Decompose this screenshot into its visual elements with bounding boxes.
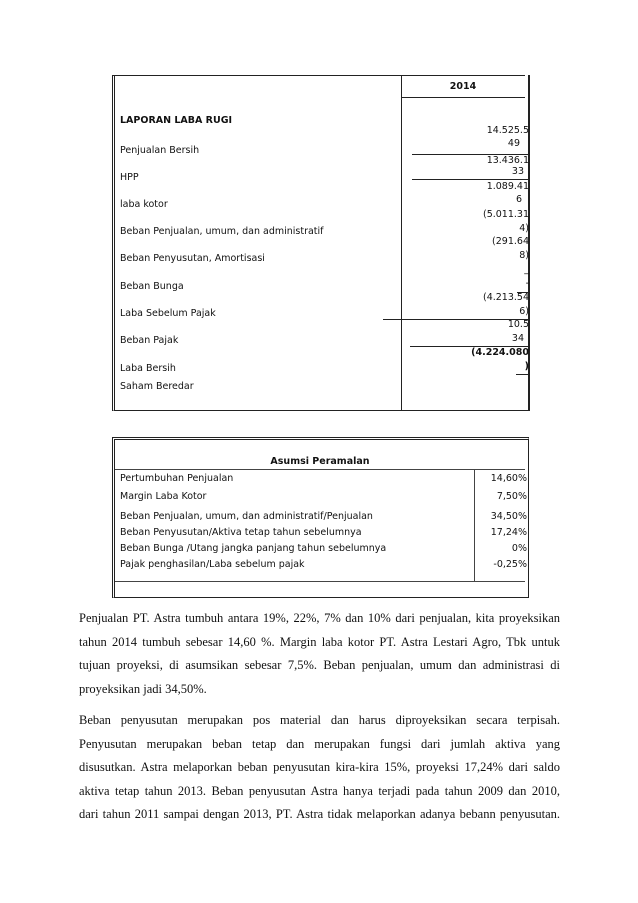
row-label-depreciation: Beban Penyusutan, Amortisasi bbox=[120, 253, 265, 264]
paragraph-line: tujuan proyeksi, di asumsikan sebesar 7,5%. Beban penjualan, umum dan administrasi di bbox=[79, 658, 560, 673]
value-tax-1: 10.5 bbox=[507, 319, 529, 330]
row-label-interest: Beban Bunga bbox=[120, 281, 184, 292]
underline bbox=[412, 179, 530, 180]
year-header: 2014 bbox=[449, 81, 477, 92]
assumption-value: 34,50% bbox=[490, 511, 527, 522]
value-ebt-1: (4.213.54 bbox=[482, 292, 529, 303]
row-label-cogs: HPP bbox=[120, 172, 139, 183]
row-label-shares: Saham Beredar bbox=[120, 381, 194, 392]
value-net-sales-2: 49 bbox=[507, 138, 520, 149]
column-divider bbox=[401, 75, 402, 410]
assumption-value: 17,24% bbox=[490, 527, 527, 538]
value-cogs-1: 13.436.1 bbox=[486, 155, 529, 166]
header-divider bbox=[401, 97, 525, 98]
paragraph-line: tahun 2014 tumbuh sebesar 14,60 %. Margin laba kotor PT. Astra Lestari Agro, Tbk untuk bbox=[79, 634, 560, 649]
row-label-net-income: Laba Bersih bbox=[120, 363, 176, 374]
value-net-income-1: (4.224.080 bbox=[471, 347, 529, 358]
paragraph-sales-projection bbox=[79, 607, 560, 701]
value-tax-2: 34 bbox=[511, 333, 524, 344]
paragraph-line: Penjualan PT. Astra tumbuh antara 19%, 22%, 7% dan 10% dari penjualan, kita proyeksikan bbox=[79, 611, 560, 625]
assumption-label: Pajak penghasilan/Laba sebelum pajak bbox=[120, 559, 305, 570]
value-interest-2: - bbox=[525, 278, 529, 289]
row-label-sga: Beban Penjualan, umum, dan administratif bbox=[120, 226, 324, 237]
assumption-value: -0,25% bbox=[493, 559, 527, 570]
income-statement-title: LAPORAN LABA RUGI bbox=[120, 115, 233, 126]
paragraph-line: dari tahun 2011 sampai dengan 2013, PT. Astra tidak melaporkan adanya bebann penyusutan. bbox=[79, 807, 560, 822]
underline bbox=[516, 374, 528, 375]
value-sga-1: (5.011.31 bbox=[482, 209, 529, 220]
assumption-label: Beban Penjualan, umum, dan administratif/Penjualan bbox=[120, 511, 373, 522]
table-bottom-rule bbox=[115, 581, 525, 582]
paragraph-line: proyeksikan jadi 34,50%. bbox=[79, 681, 207, 696]
paragraph-line: disusutkan. Astra melaporkan beban penyusutan kira-kira 15%, proyeksi 17,24% dari saldo bbox=[79, 760, 560, 775]
table-border bbox=[112, 75, 525, 76]
assumptions-title: Asumsi Peramalan bbox=[270, 456, 370, 467]
column-divider bbox=[474, 469, 475, 581]
paragraph-line: Beban penyusutan merupakan pos material dan harus diproyeksikan secara terpisah. bbox=[79, 713, 560, 727]
row-label-gross-profit: laba kotor bbox=[120, 199, 168, 210]
assumption-label: Beban Penyusutan/Aktiva tetap tahun sebelumnya bbox=[120, 527, 362, 538]
row-label-ebt: Laba Sebelum Pajak bbox=[120, 308, 216, 319]
paragraph-line: aktiva tetap tahun 2013. Beban penyusutan Astra hanya terjadi pada tahun 2009 dan 2010, bbox=[79, 783, 560, 798]
value-net-income-2: ) bbox=[524, 361, 529, 372]
paragraph-line: Penyusutan merupakan beban tetap dan merupakan fungsi dari jumlah aktiva yang bbox=[79, 736, 560, 751]
value-cogs-2: 33 bbox=[511, 166, 524, 177]
value-depreciation-2: 8) bbox=[519, 250, 529, 261]
row-label-tax: Beban Pajak bbox=[120, 335, 179, 346]
value-gross-profit-1: 1.089.41 bbox=[486, 181, 529, 192]
value-ebt-2: 6) bbox=[519, 306, 529, 317]
assumption-label: Margin Laba Kotor bbox=[120, 491, 207, 502]
value-depreciation-1: (291.64 bbox=[492, 236, 529, 247]
value-interest-1: _ bbox=[524, 264, 529, 275]
row-label-net-sales: Penjualan Bersih bbox=[120, 145, 200, 156]
assumption-label: Beban Bunga /Utang jangka panjang tahun sebelumnya bbox=[120, 543, 387, 554]
assumption-label: Pertumbuhan Penjualan bbox=[120, 473, 234, 484]
value-sga-2: 4) bbox=[519, 223, 529, 234]
paragraph-depreciation bbox=[79, 709, 560, 827]
assumption-value: 14,60% bbox=[490, 473, 527, 484]
value-net-sales-1: 14.525.5 bbox=[486, 125, 529, 136]
header-divider bbox=[115, 469, 525, 470]
value-gross-profit-2: 6 bbox=[515, 194, 522, 205]
assumption-value: 0% bbox=[511, 543, 527, 554]
assumption-value: 7,50% bbox=[496, 491, 527, 502]
